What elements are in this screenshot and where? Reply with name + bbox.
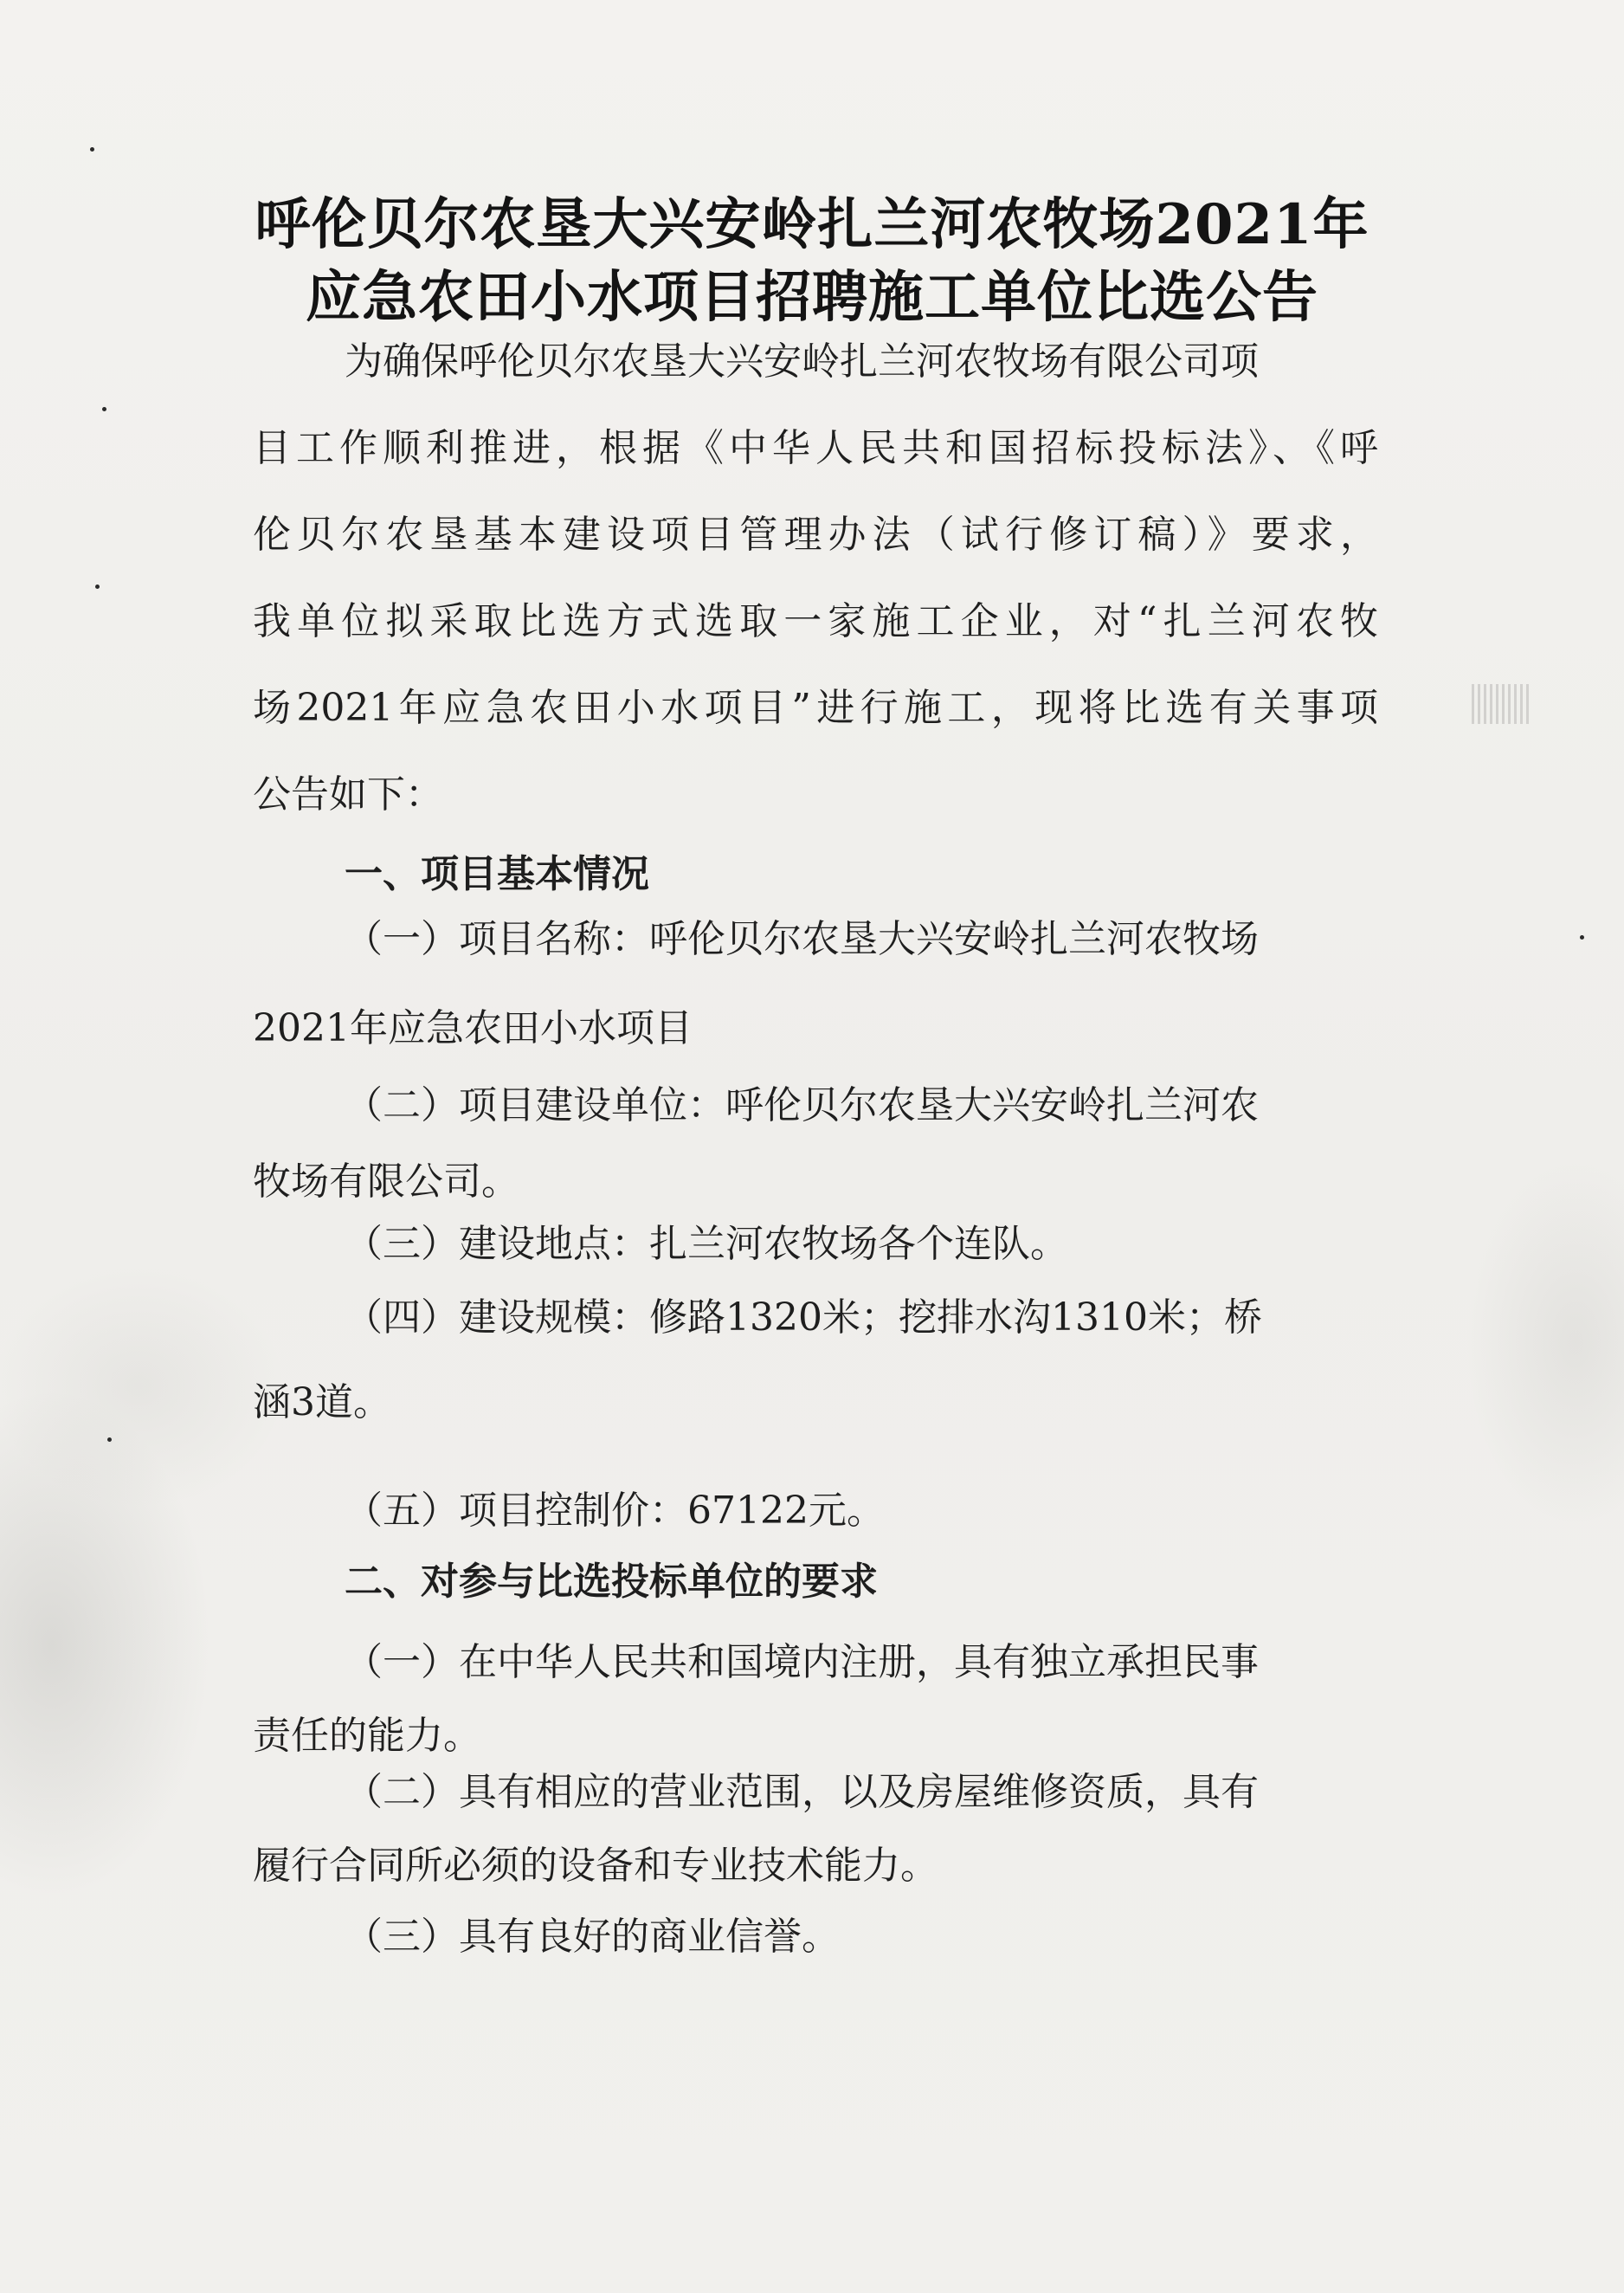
section-heading: 二、对参与比选投标单位的要求: [345, 1560, 878, 1604]
list-item: 2021年应急农田小水项目: [253, 1006, 693, 1050]
list-item: （一）项目名称：呼伦贝尔农垦大兴安岭扎兰河农牧场: [345, 917, 1259, 961]
list-item: 涵3道。: [253, 1380, 391, 1424]
list-item: （三）建设地点：扎兰河农牧场各个连队。: [345, 1222, 1068, 1266]
scan-speck: [95, 585, 100, 589]
scan-speck: [107, 1437, 112, 1442]
list-item: 责任的能力。: [253, 1714, 481, 1758]
intro-line: 为确保呼伦贝尔农垦大兴安岭扎兰河农牧场有限公司项: [345, 339, 1259, 384]
list-item: （四）建设规模：修路1320米；挖排水沟1310米；桥: [345, 1295, 1262, 1340]
intro-line: 伦贝尔农垦基本建设项目管理办法（试行修订稿）》要求，: [253, 513, 1378, 557]
list-item: （二）具有相应的营业范围，以及房屋维修资质，具有: [345, 1770, 1259, 1814]
list-item: 牧场有限公司。: [253, 1159, 519, 1204]
list-item: （五）项目控制价：67122元。: [345, 1489, 885, 1533]
section-heading: 一、项目基本情况: [345, 852, 649, 896]
document-title-line-1: 呼伦贝尔农垦大兴安岭扎兰河农牧场2021年: [255, 192, 1369, 257]
intro-line: 公告如下：: [253, 772, 443, 817]
scan-speck: [1580, 935, 1584, 940]
scan-speck: [102, 407, 106, 411]
list-item: （三）具有良好的商业信誉。: [345, 1915, 840, 1959]
scan-smudge: [1472, 684, 1532, 724]
list-item: 履行合同所必须的设备和专业技术能力。: [253, 1844, 938, 1888]
intro-line: 目工作顺利推进，根据《中华人民共和国招标投标法》、《呼: [253, 426, 1378, 470]
scan-speck: [90, 147, 94, 152]
document-title-line-2: 应急农田小水项目招聘施工单位比选公告: [306, 265, 1318, 330]
intro-line: 场2021年应急农田小水项目”进行施工，现将比选有关事项: [253, 686, 1378, 730]
list-item: （二）项目建设单位：呼伦贝尔农垦大兴安岭扎兰河农: [345, 1083, 1259, 1127]
intro-line: 我单位拟采取比选方式选取一家施工企业，对“扎兰河农牧: [253, 599, 1378, 643]
list-item: （一）在中华人民共和国境内注册，具有独立承担民事: [345, 1640, 1259, 1684]
